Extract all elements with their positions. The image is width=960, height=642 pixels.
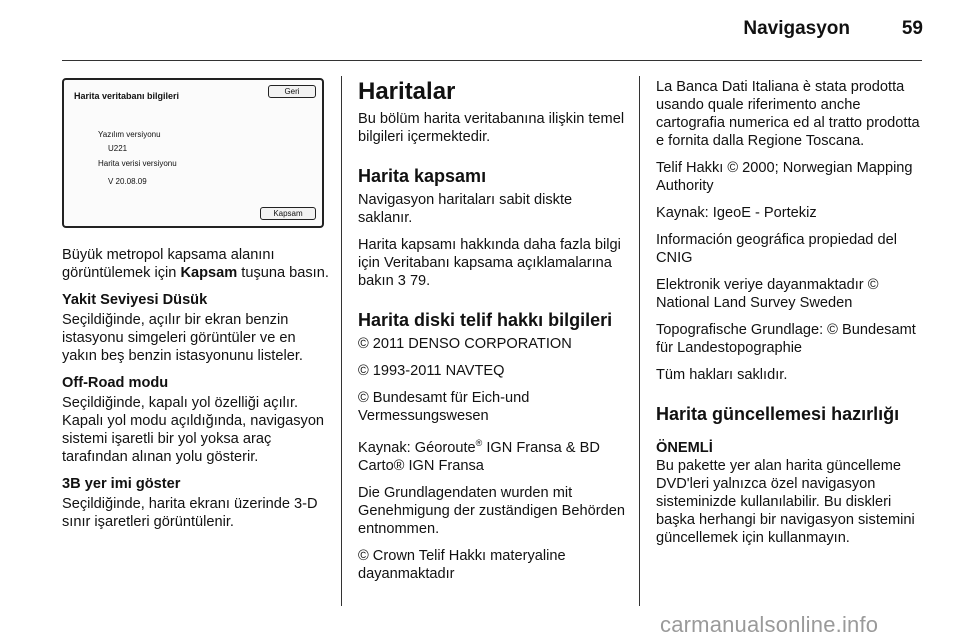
low-fuel-text: Seçildiğinde, açılır bir ekran benzin istasyonu simgeleri görüntüler ve en yakın beş benzin istasyonunu listeler.	[62, 312, 303, 364]
maps-heading: Haritalar	[358, 78, 456, 105]
maps-text: Bu bölüm harita veritabanına ilişkin temel bilgileri içermektedir.	[358, 111, 625, 145]
coverage-heading: Harita kapsamı	[358, 166, 487, 186]
page-number: 59	[901, 18, 923, 39]
copyright-line: Die Grundlagendaten wurden mit Genehmigung der zuständigen Behörden entnommen.	[358, 484, 625, 537]
copyright-heading: Harita diski telif hakkı bilgileri	[358, 310, 613, 330]
coverage-text: Navigasyon haritaları sabit diskte saklanır.	[358, 192, 573, 226]
header-divider	[62, 60, 922, 61]
column-right	[656, 78, 922, 556]
watermark: carmanualsonline.info	[660, 612, 879, 637]
rights-text: Tüm hakları saklıdır.	[656, 367, 788, 383]
column-divider	[341, 76, 342, 606]
map-database-screen	[62, 78, 324, 228]
copyright-line: Topografische Grundlage: © Bundesamt für Landestopographie	[656, 322, 916, 356]
offroad-text: Seçildiğinde, kapalı yol özelliği açılır. Kapalı yol modu açıldığında, navigasyon sistemi işaretli bir yol yoksa araç tarafından alınan yolu gösterir.	[62, 395, 325, 465]
important-heading: ÖNEMLİ	[656, 440, 713, 456]
column-divider	[639, 76, 640, 606]
copyright-line: Kaynak: Géoroute® IGN Fransa & BD Carto® IGN Fransa	[358, 438, 600, 474]
copyright-line: © 1993-2011 NAVTEQ	[358, 363, 505, 379]
coverage-button[interactable]: Kapsam	[260, 207, 316, 220]
column-middle	[358, 78, 628, 592]
important-text: Bu pakette yer alan harita güncelleme DVD'leri yalnızca özel navigasyon sisteminizde kullanılabilir. Bu diskleri başka herhangi bir navigasyon sistemini güncellemek için kullanmayın.	[656, 458, 915, 546]
copyright-line: © 2011 DENSO CORPORATION	[358, 336, 572, 352]
copyright-line: Información geográfica propiedad del CNIG	[656, 232, 897, 266]
landmark-heading: 3B yer imi göster	[62, 476, 181, 492]
offroad-heading: Off-Road modu	[62, 375, 169, 391]
copyright-line: Telif Hakkı © 2000; Norwegian Mapping Authority	[656, 160, 913, 194]
screen-title: Harita veritabanı bilgileri	[74, 91, 180, 101]
software-version-label: Yazılım versiyonu	[98, 130, 161, 139]
map-version-label: Harita verisi versiyonu	[98, 159, 177, 168]
coverage-intro: Büyük metropol kapsama alanını görüntülemek için Kapsam tuşuna basın.	[62, 247, 329, 281]
coverage-keyword: Kapsam	[180, 265, 238, 281]
map-version-value: V 20.08.09	[108, 177, 147, 186]
coverage-more-text: Harita kapsamı hakkında daha fazla bilgi için Veritabanı kapsama açıklamalarına bakın 3 79.	[358, 237, 621, 289]
copyright-line: © Crown Telif Hakkı materyaline dayanmaktadır	[358, 547, 566, 582]
copyright-line: La Banca Dati Italiana è stata prodotta usando quale riferimento anche cartografia numerica ed al tratto prodotta e fornita dalla Regione Toscana.	[656, 79, 920, 149]
software-version-value: U221	[108, 144, 128, 153]
copyright-line: Elektronik veriye dayanmaktadır © National Land Survey Sweden	[656, 277, 879, 311]
section-title: Navigasyon	[743, 18, 850, 39]
column-left	[62, 78, 330, 540]
update-heading: Harita güncellemesi hazırlığı	[656, 404, 900, 424]
landmark-text: Seçildiğinde, harita ekranı üzerinde 3-D sınır işaretleri görüntülenir.	[62, 496, 318, 530]
back-button[interactable]: Geri	[268, 85, 316, 98]
copyright-line: © Bundesamt für Eich-und Vermessungswesen	[358, 390, 530, 424]
page-reference-icon: 3	[397, 273, 406, 289]
low-fuel-heading: Yakit Seviyesi Düsük	[62, 292, 208, 308]
copyright-line: Kaynak: IgeoE - Portekiz	[656, 205, 817, 221]
